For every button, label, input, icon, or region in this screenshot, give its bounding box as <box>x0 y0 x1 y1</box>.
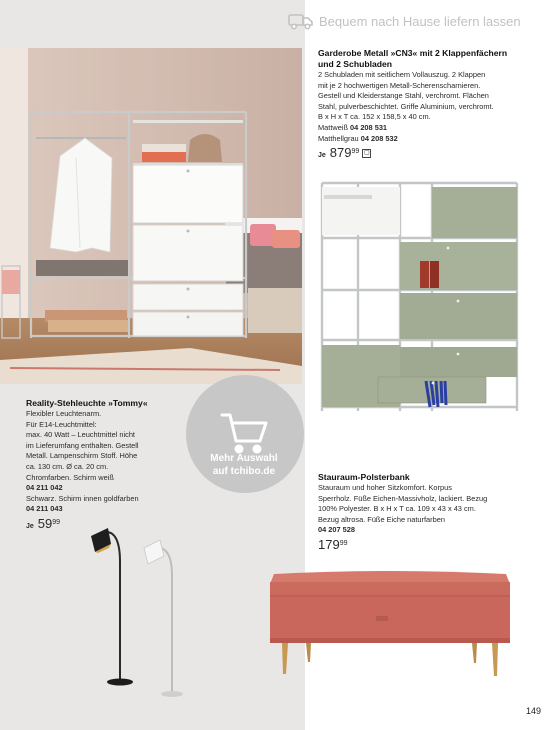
lamp-desc-7: Chromfarben. Schirm weiß <box>26 472 114 482</box>
truck-icon <box>288 11 314 31</box>
lamp-price-cents: 99 <box>52 518 61 526</box>
page-number: 149 <box>526 706 542 716</box>
bench-price-main: 179 <box>318 536 340 552</box>
garderobe-desc-2: mit je 2 hochwertigen Metall-Scherenscharnieren. <box>318 80 481 90</box>
lamp-title: Reality-Stehleuchte »Tommy« <box>26 398 148 408</box>
floor-lamps-image <box>86 522 196 698</box>
garderobe-desc-5: B x H x T ca. 152 x 158,5 x 40 cm. <box>318 112 431 122</box>
badge-text[interactable] <box>186 452 302 478</box>
garderobe-title-line1: Garderobe Metall »CN3« mit 2 Klappenfächern <box>318 48 508 58</box>
bench-price-cents: 99 <box>339 539 348 547</box>
bench-title: Stauraum-Polsterbank <box>318 472 410 482</box>
garderobe-title-line2: und 2 Schubladen <box>318 59 393 69</box>
lamp-product-info <box>26 398 196 533</box>
wardrobe-room-photo <box>0 48 302 384</box>
garderobe-desc-4: Stahl, pulverbeschichtet. Griffe Aluminium, verchromt. <box>318 101 494 111</box>
delivery-header[interactable] <box>288 10 550 32</box>
badge-line2: auf tchibo.de <box>212 466 276 477</box>
bench-price <box>318 536 550 554</box>
bench-desc-2: Sperrholz. Füße Eichen-Massivholz, lackiert. Bezug <box>318 493 488 503</box>
garderobe-price-main: 879 <box>329 145 352 161</box>
lamp-price-main: 59 <box>37 515 53 531</box>
lamp-desc-4: im Lieferumfang enthalten. Gestell <box>26 440 139 450</box>
green-wardrobe-image <box>318 175 521 418</box>
lamp-variant2: Schwarz. Schirm innen goldfarben <box>26 493 139 503</box>
garderobe-price-cents: 99 <box>351 148 360 156</box>
garderobe-desc-3: Gestell und Kleiderstange Stahl, verchromt. Flächen <box>318 91 489 101</box>
bench-desc-1: Stauraum und hoher Sitzkomfort. Korpus <box>318 483 452 492</box>
garderobe-desc-1: 2 Schubladen mit seitlichem Vollauszug. 2 Klappen <box>318 70 486 79</box>
garderobe-art2: 04 208 532 <box>360 133 398 143</box>
delivery-text: Bequem nach Hause liefern lassen <box>319 13 521 29</box>
lamp-art2: 04 211 043 <box>26 504 63 514</box>
bench-art: 04 207 528 <box>318 525 355 535</box>
garderobe-price-prefix: Je <box>318 152 326 160</box>
lamp-art1: 04 211 042 <box>26 483 63 493</box>
badge-line1: Mehr Auswahl <box>210 453 278 464</box>
lamp-desc-3: max. 40 Watt – Leuchtmittel nicht <box>26 430 135 440</box>
garderobe-product-info <box>318 48 550 162</box>
lamp-desc-2: Für E14-Leuchtmittel: <box>26 419 97 429</box>
storage-bench-image <box>266 566 514 694</box>
garderobe-variant1: Mattweiß 04 208 531 <box>318 122 388 132</box>
bench-desc-3: 100% Polyester. B x H x T ca. 109 x 43 x 43 cm. <box>318 504 476 514</box>
lamp-desc-1: Flexibler Leuchtenarm. <box>26 409 102 418</box>
garderobe-variant2: Matthellgrau 04 208 532 <box>318 133 398 143</box>
price-tag-icon: ▢ <box>363 150 370 157</box>
bench-desc-4: Bezug altrosa. Füße Eiche naturfarben <box>318 514 445 524</box>
garderobe-price <box>318 145 550 162</box>
lamp-price-prefix: Je <box>26 522 34 530</box>
garderobe-art1: 04 208 531 <box>350 122 388 132</box>
lamp-desc-6: ca. 130 cm. Ø ca. 20 cm. <box>26 461 109 471</box>
bench-product-info <box>318 472 550 554</box>
lamp-desc-5: Metall. Lampenschirm Stoff. Höhe <box>26 451 138 461</box>
